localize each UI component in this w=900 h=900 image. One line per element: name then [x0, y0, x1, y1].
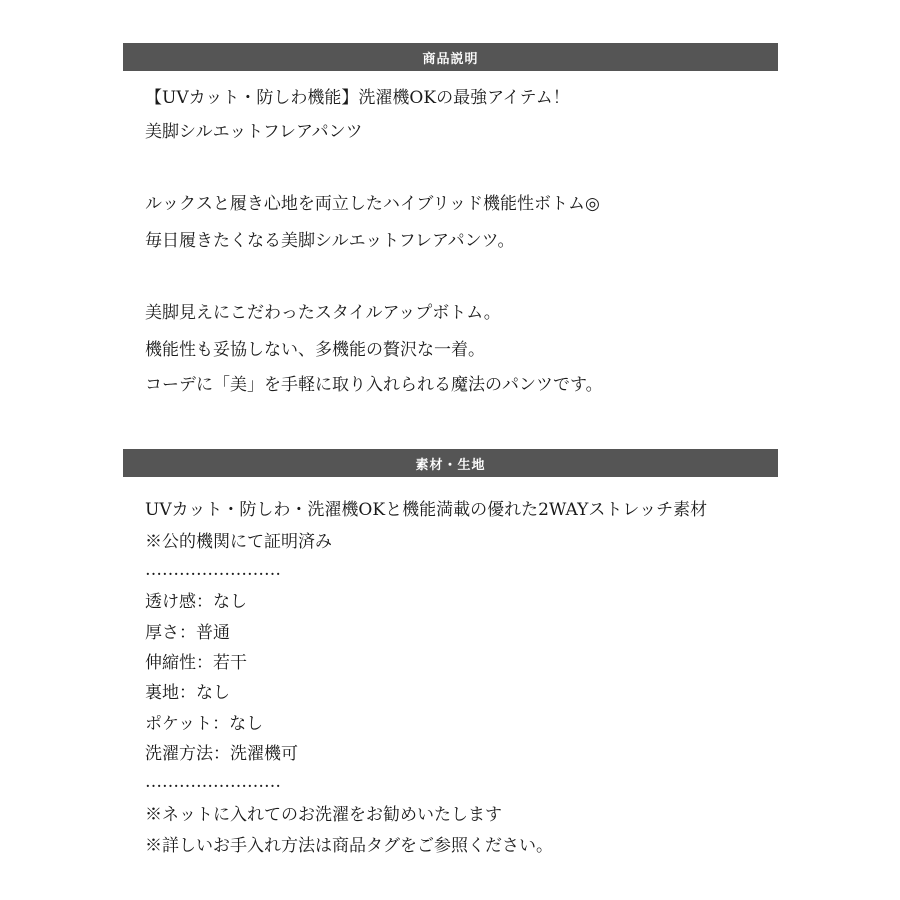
material-divider-1: …………………… — [145, 560, 281, 580]
material-line-pocket: ポケット：なし — [145, 714, 264, 734]
material-divider-2: …………………… — [145, 772, 281, 792]
material-line-stretch: 伸縮性：若干 — [145, 653, 247, 673]
material-line-2: ※公的機関にて証明済み — [145, 532, 332, 552]
material-line-1: UVカット・防しわ・洗濯機OKと機能満載の優れた2WAYストレッチ素材 — [145, 500, 708, 520]
material-note-1: ※ネットに入れてのお洗濯をお勧めいたします — [145, 805, 502, 825]
material-line-washing: 洗濯方法：洗濯機可 — [145, 744, 298, 764]
description-line-4: 毎日履きたくなる美脚シルエットフレアパンツ。 — [145, 231, 515, 251]
material-section-header: 素材・生地 — [123, 449, 778, 477]
material-line-lining: 裏地：なし — [145, 683, 230, 703]
description-line-5: 美脚見えにこだわったスタイルアップボトム。 — [145, 303, 501, 323]
description-section-header: 商品説明 — [123, 43, 778, 71]
material-line-thickness: 厚さ：普通 — [145, 623, 230, 643]
description-line-1: 【UVカット・防しわ機能】洗濯機OKの最強アイテム！ — [145, 88, 570, 108]
description-line-2: 美脚シルエットフレアパンツ — [145, 122, 363, 142]
description-line-7: コーデに「美」を手軽に取り入れられる魔法のパンツです。 — [145, 375, 603, 395]
material-line-sheerness: 透け感：なし — [145, 592, 247, 612]
description-line-6: 機能性も妥協しない、多機能の贅沢な一着。 — [145, 340, 485, 360]
description-line-3: ルックスと履き心地を両立したハイブリッド機能性ボトム◎ — [145, 194, 600, 214]
material-note-2: ※詳しいお手入れ方法は商品タグをご参照ください。 — [145, 836, 553, 856]
